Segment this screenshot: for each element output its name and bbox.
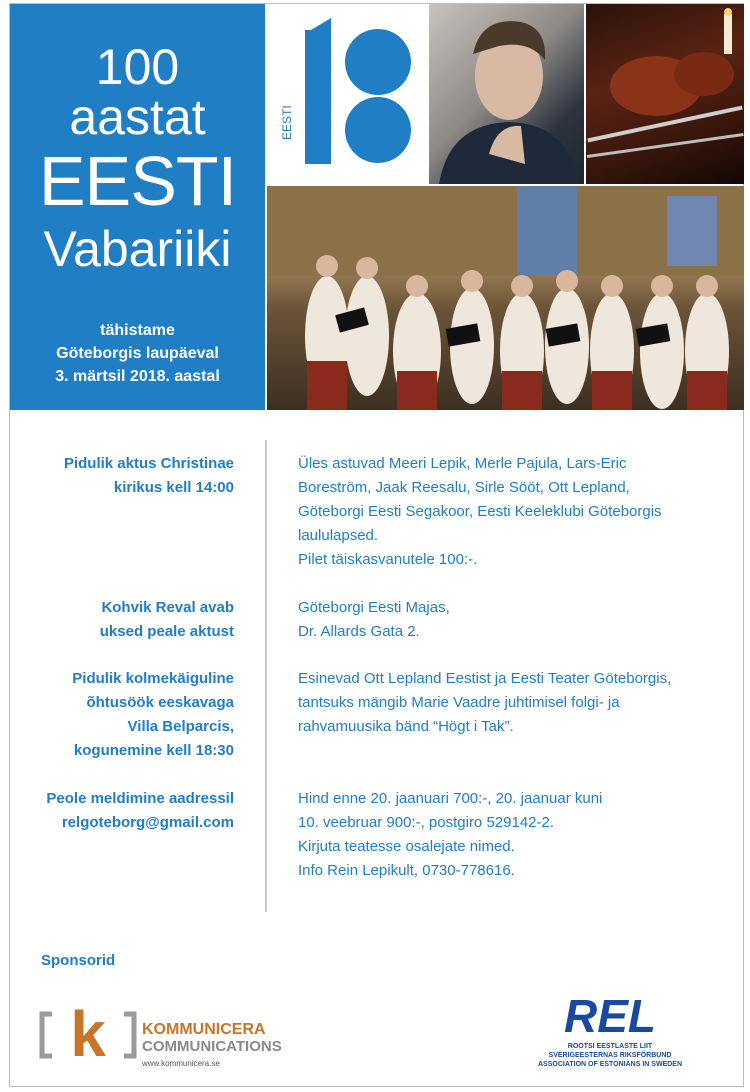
kommunicera-logo-graphic	[38, 992, 298, 1072]
hero-line-vabariiki: Vabariiki	[43, 221, 232, 277]
rel-acronym: REL	[564, 990, 656, 1042]
event-2-label-line: Kohvik Reval avab	[101, 599, 234, 616]
rel-line-3: ASSOCIATION OF ESTONIANS IN SWEDEN	[537, 1061, 683, 1068]
rel-line-2: SVERIGEESTERNAS RIKSFÖRBUND	[548, 1052, 672, 1059]
event-3-label-line: Pidulik kolmekäiguline	[72, 670, 234, 687]
event-2-text-line: Göteborgi Eesti Majas,	[298, 599, 450, 616]
hero-panel	[10, 4, 265, 410]
event-4-label-line: Peole meldimine aadressil	[46, 790, 234, 807]
event-1-text-line: laululapsed.	[298, 527, 379, 544]
event-1-text-line: Pilet täiskasvanutele 100:-.	[298, 551, 478, 568]
event-1-text-line: Boreström, Jaak Reesalu, Sirle Sööt, Ott Lepland,	[298, 479, 630, 496]
content-divider	[265, 440, 267, 912]
hero-line-100: 100	[95, 39, 180, 95]
kommunicera-logo[interactable]	[38, 992, 298, 1072]
event-1-label	[20, 452, 234, 500]
event-3-label-line: kogunemine kell 18:30	[73, 742, 234, 759]
event-3-text-line: Esinevad Ott Lepland Eestist ja Eesti Teater Göteborgis,	[298, 670, 672, 687]
event-4-label	[20, 787, 234, 835]
event-4-text-line: 10. veebruar 900:-, postgiro 529142-2.	[298, 814, 555, 831]
event-3-label-line: õhtusöök eeskavaga	[86, 694, 234, 711]
event-2-label-line: uksed peale aktust	[99, 623, 234, 640]
hero-line-aastat: aastat	[69, 89, 206, 145]
event-2-text-line: Dr. Allards Gata 2.	[298, 623, 420, 640]
event-1-text-line: Üles astuvad Meeri Lepik, Merle Pajula, Lars-Eric	[298, 455, 627, 472]
rel-logo-graphic	[525, 990, 695, 1075]
event-3-text	[298, 667, 738, 739]
event-3-text-line: tantsuks mängib Marie Vaadre juhtimisel folgi- ja	[298, 694, 620, 711]
event-2-label	[20, 596, 234, 644]
portrait-photo	[429, 4, 584, 184]
kommunicera-k: k	[70, 998, 106, 1070]
eesti-100-logo	[267, 4, 429, 184]
eesti-100-logo-graphic	[267, 4, 429, 184]
hero-sub-2: Göteborgis laupäeval	[56, 345, 219, 362]
choir-photo	[267, 186, 744, 410]
event-1-text	[298, 452, 738, 572]
rel-logo[interactable]	[525, 990, 695, 1075]
registration-email-link[interactable]: relgoteborg@gmail.com	[61, 814, 234, 831]
communications-name: COMMUNICATIONS	[142, 1038, 282, 1055]
event-1-label-line: Pidulik aktus Christinae	[63, 455, 234, 472]
hero-sub-1: tähistame	[100, 322, 175, 339]
event-4-text-line: Hind enne 20. jaanuari 700:-, 20. jaanuar kuni	[298, 790, 603, 807]
hero-sub-3: 3. märtsil 2018. aastal	[55, 368, 220, 385]
event-1-label-line: kirikus kell 14:00	[113, 479, 234, 496]
kommunicera-name: KOMMUNICERA	[142, 1021, 266, 1038]
event-3-text-line: rahvamuusika bänd “Högt i Tak”.	[298, 718, 514, 735]
event-1-text-line: Göteborgi Eesti Segakoor, Eesti Keeleklubi Göteborgis	[298, 503, 662, 520]
event-3-label	[20, 667, 234, 763]
event-2-text	[298, 596, 738, 644]
hero-subtitle	[10, 319, 265, 388]
eesti-vertical-text: EESTI	[280, 105, 294, 140]
violin-photo	[586, 4, 744, 184]
rel-line-1: ROOTSI EESTLASTE LIIT	[567, 1043, 653, 1050]
event-4-text-line: Kirjuta teatesse osalejate nimed.	[298, 838, 515, 855]
event-3-label-line: Villa Belparcis,	[127, 718, 234, 735]
event-4-text-line: Info Rein Lepikult, 0730-778616.	[298, 862, 515, 879]
sponsors-title: Sponsorid	[41, 952, 116, 969]
hero-line-eesti: EESTI	[38, 142, 237, 220]
event-4-text	[298, 787, 738, 883]
kommunicera-url: www.kommunicera.se	[142, 1059, 220, 1068]
